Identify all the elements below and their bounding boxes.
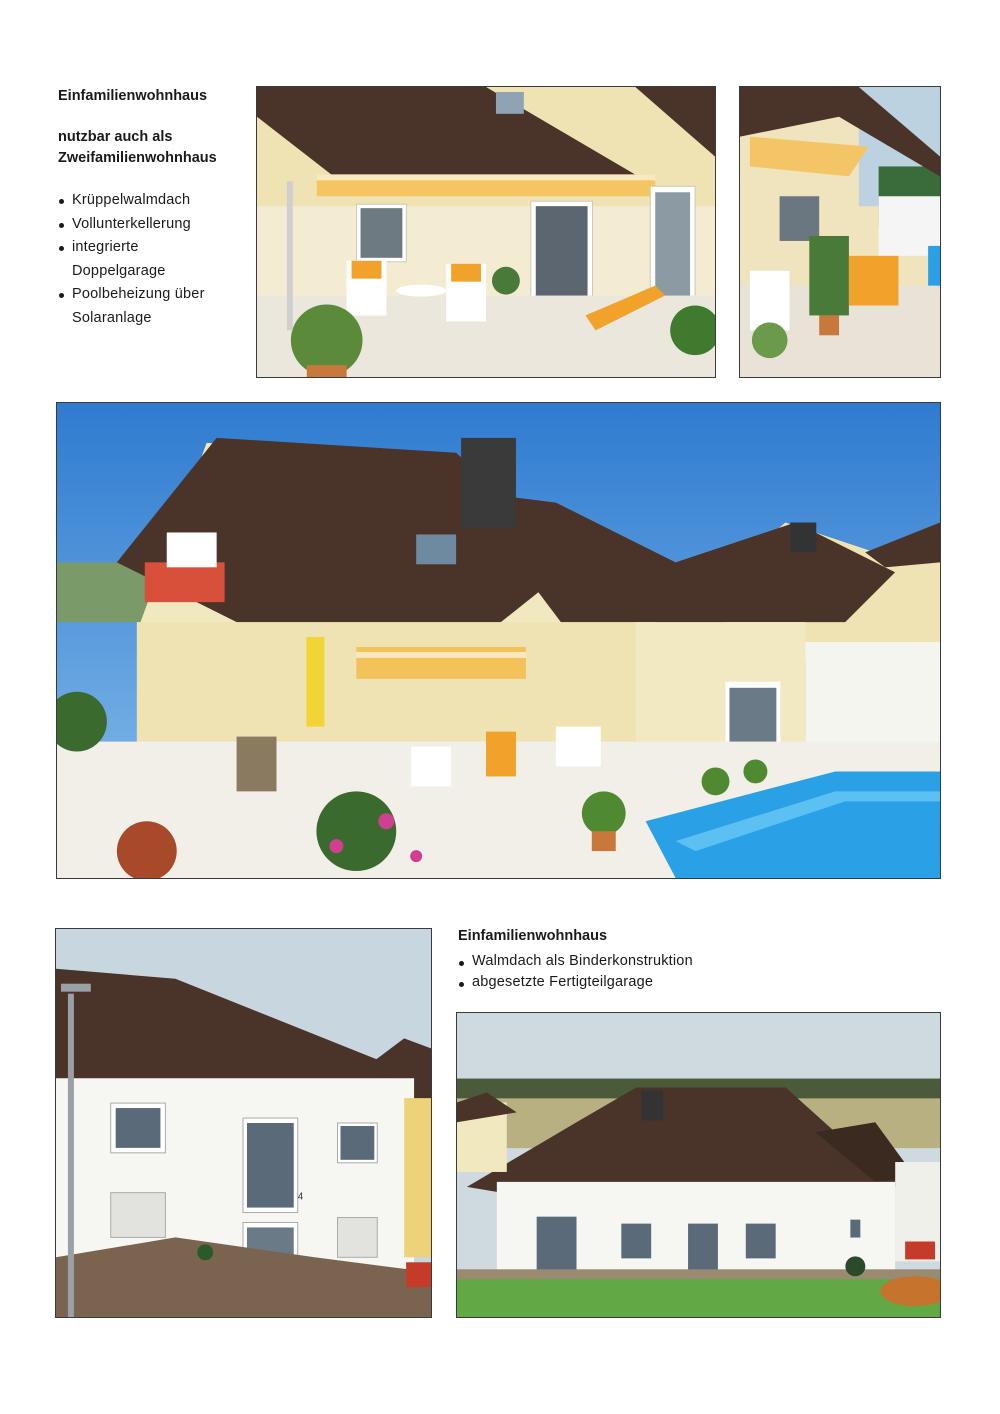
house-number: 4 — [297, 1191, 304, 1203]
bottom-description — [458, 926, 878, 993]
top-feature-list — [58, 189, 248, 330]
feature-item: Krüppelwalmdach — [58, 189, 248, 213]
top-title: Einfamilienwohnhaus — [58, 88, 208, 104]
feature-item-continuation: Solaranlage — [72, 309, 152, 326]
terrace-side-photo — [739, 86, 941, 378]
top-subtitle-line1: nutzbar auch als — [58, 129, 173, 145]
feature-item: Poolbeheizung über — [58, 283, 248, 307]
bottom-title: Einfamilienwohnhaus — [458, 928, 608, 944]
feature-item: integrierte — [58, 236, 248, 260]
feature-item-continuation: Doppelgarage — [72, 262, 166, 279]
feature-item: abgesetzte Fertigteilgarage — [458, 972, 878, 993]
top-description — [58, 86, 248, 330]
terrace-photo — [256, 86, 716, 378]
house-pool-photo — [56, 402, 941, 879]
feature-item: Vollunterkellerung — [58, 213, 248, 237]
house-front-photo — [55, 928, 432, 1318]
top-subtitle-line2: Zweifamilienwohnhaus — [58, 150, 217, 166]
feature-item: Walmdach als Binderkonstruktion — [458, 951, 878, 972]
bungalow-photo — [456, 1012, 941, 1318]
bottom-feature-list — [458, 951, 878, 993]
